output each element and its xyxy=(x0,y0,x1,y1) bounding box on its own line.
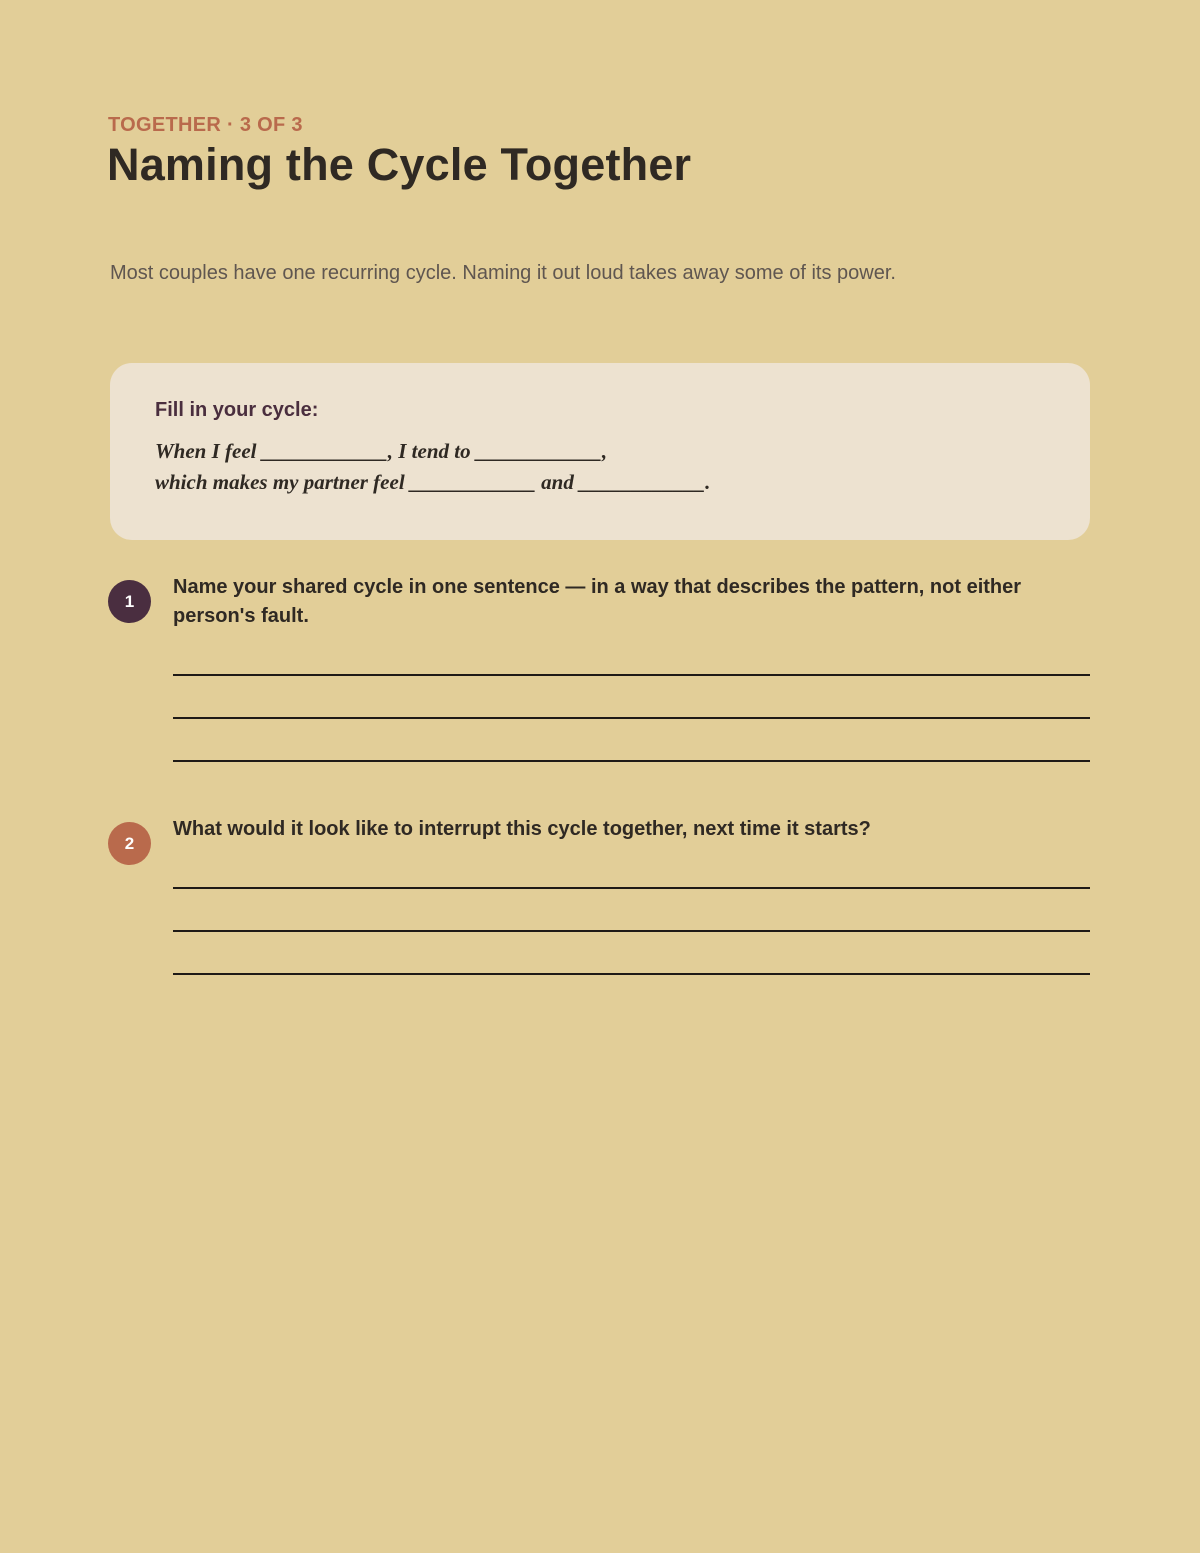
answer-line-q1-3[interactable] xyxy=(173,760,1090,762)
question-number-badge-2: 2 xyxy=(108,822,151,865)
cycle-prompt-heading: Fill in your cycle: xyxy=(155,399,319,421)
answer-line-q1-2[interactable] xyxy=(173,717,1090,719)
question-1-text: Name your shared cycle in one sentence — in a way that describes the pattern, not either person's fault. xyxy=(173,576,1022,627)
answer-line-q2-3[interactable] xyxy=(173,973,1090,975)
cycle-prompt-line-1[interactable]: When I feel ____________, I tend to ____________, xyxy=(155,439,608,463)
cycle-prompt-card xyxy=(110,363,1090,540)
question-number-badge-1: 1 xyxy=(108,580,151,623)
answer-line-q2-1[interactable] xyxy=(173,887,1090,889)
cycle-prompt-line-2[interactable]: which makes my partner feel ____________ and ____________. xyxy=(155,470,711,494)
page-title: Naming the Cycle Together xyxy=(107,139,692,190)
section-eyebrow: TOGETHER · 3 OF 3 xyxy=(108,114,303,136)
answer-line-q2-2[interactable] xyxy=(173,930,1090,932)
question-2-text: What would it look like to interrupt this cycle together, next time it starts? xyxy=(173,818,871,840)
answer-line-q1-1[interactable] xyxy=(173,674,1090,676)
intro-text: Most couples have one recurring cycle. Naming it out loud takes away some of its power. xyxy=(110,262,896,284)
